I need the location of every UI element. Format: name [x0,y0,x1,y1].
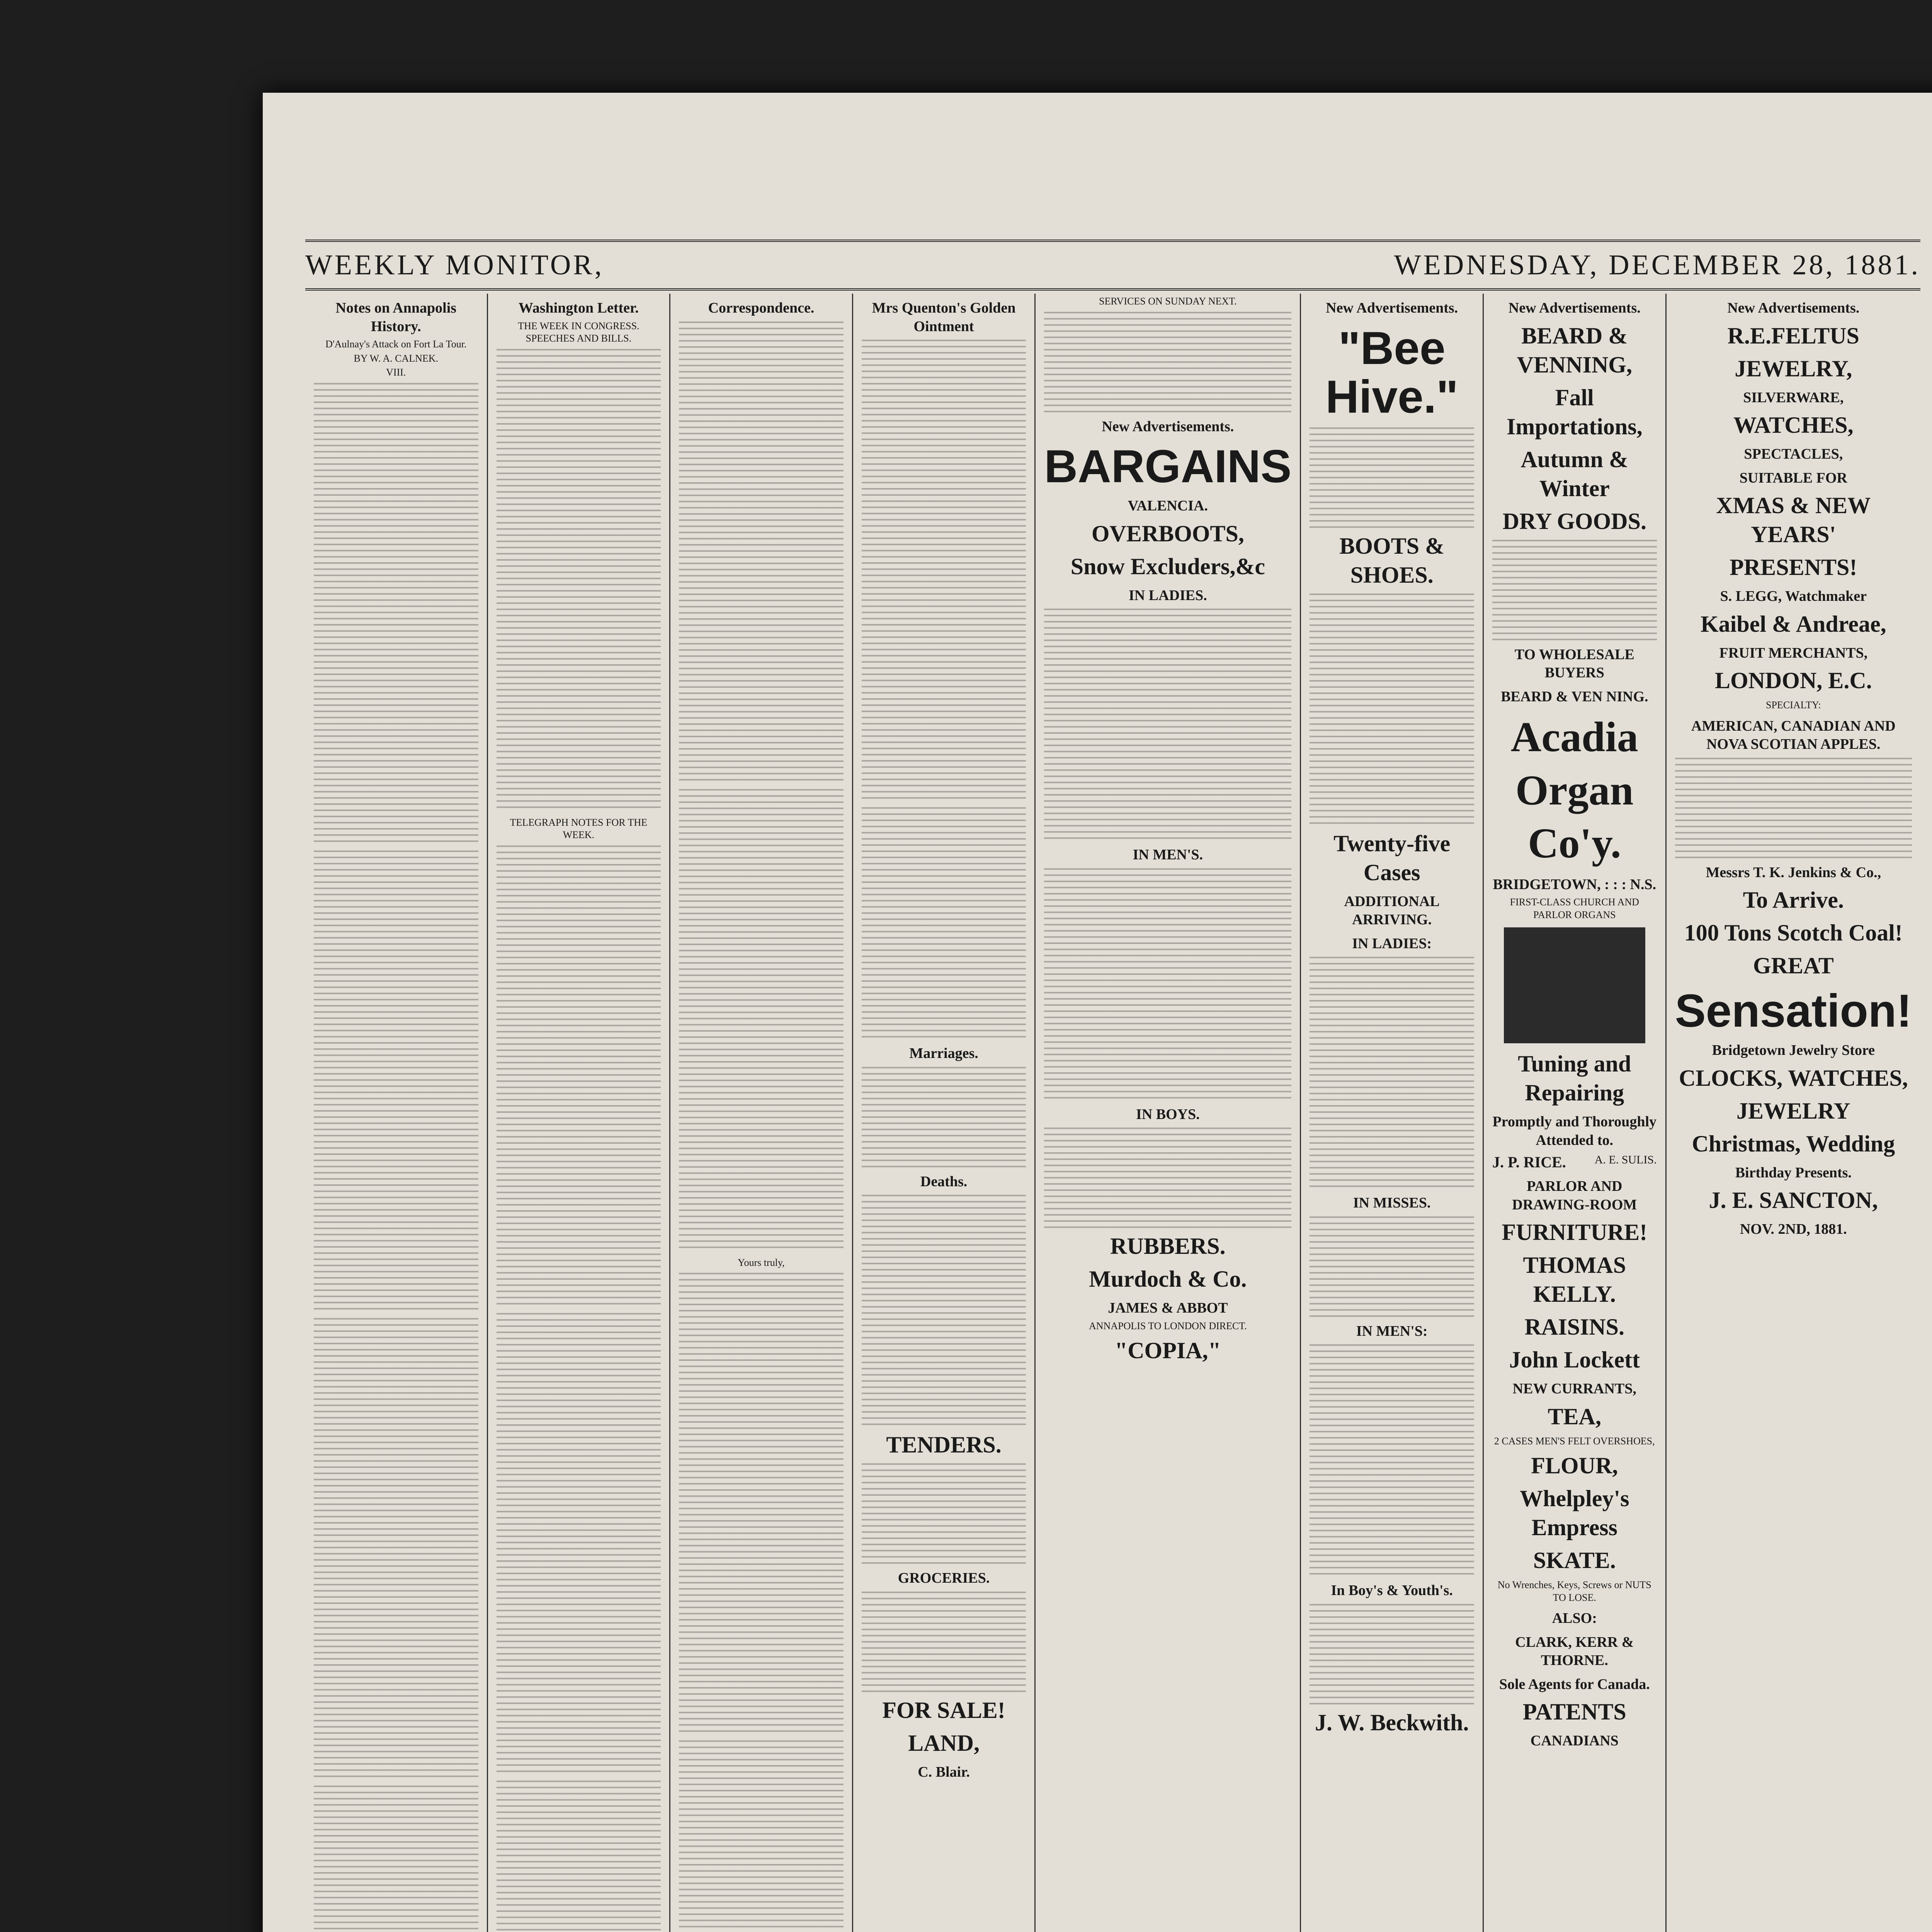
additional-arriving: ADDITIONAL ARRIVING. [1344,893,1440,928]
organ-signatures [1492,1153,1657,1172]
article-text-block [314,383,478,847]
services-heading: SERVICES ON SUNDAY NEXT. [1099,296,1237,307]
suitable-for: SUITABLE FOR [1739,469,1847,486]
col1-section: VIII. [386,367,406,378]
first-class-organs: FIRST-CLASS CHURCH AND PARLOR ORGANS [1510,896,1639,920]
col2-subhead: THE WEEK IN CONGRESS. SPEECHES AND BILLS. [518,320,639,344]
beard-venning-ad: BEARD & VENNING, [1517,323,1632,378]
article-text-block [862,1067,1026,1167]
price-list-block [1044,609,1291,840]
article-text-block [1492,540,1657,640]
wholesale-buyers: TO WHOLESALE BUYERS [1514,646,1634,681]
article-text-block [679,1273,844,1736]
twenty-five-cases: Twenty-five Cases [1333,830,1451,885]
canadians-heading: CANADIANS [1530,1733,1619,1749]
masthead-date: WEDNESDAY, DECEMBER 28, 1881. [1394,249,1920,281]
beard-venning-signature: BEARD & VEN NING. [1501,688,1648,705]
patents-ad: PATENTS [1522,1699,1626,1725]
valencia-heading: VALENCIA. [1128,498,1208,514]
to-arrive: To Arrive. [1743,887,1844,913]
col1-subhead: D'Aulnay's Attack on Fort La Tour. [325,338,467,350]
prompt-attended: Promptly and Thoroughly Attended to. [1492,1114,1657,1148]
column-5 [1034,294,1300,1932]
price-list-block [1044,868,1291,1100]
bridgetown-heading: BRIDGETOWN, : : : N.S. [1493,876,1656,893]
article-text-block [679,789,844,1253]
in-ladies-heading: IN LADIES: [1352,935,1432,952]
article-text-block [497,1313,661,1777]
xmas-new-years: XMAS & NEW YEARS' [1716,493,1871,547]
article-text-block [679,321,844,785]
kaibel-ad: Kaibel & Andreae, [1701,611,1886,637]
col4-headline: Mrs Quenton's Golden Ointment [872,300,1016,335]
fall-importations: Fall Importations, [1506,384,1643,439]
article-text-block [314,850,478,1314]
scotch-coal: 100 Tons Scotch Coal! [1684,920,1903,946]
article-text-block [497,845,661,1309]
price-list-block [1310,957,1474,1189]
feltus-ad: R.E.FELTUS [1727,323,1859,349]
silverware-ad: SILVERWARE, [1743,389,1844,406]
newspaper-page [263,93,1932,1932]
in-ladies-heading: IN LADIES. [1129,587,1207,604]
col2-section: TELEGRAPH NOTES FOR THE WEEK. [510,816,648,840]
legg-signature: S. LEGG, Watchmaker [1720,588,1867,604]
blair-signature: C. Blair. [918,1764,970,1780]
for-sale-ad: FOR SALE! [882,1697,1005,1723]
new-ads-heading: New Advertisements. [1727,300,1860,316]
tenders-ad: TENDERS. [886,1432,1002,1458]
column-2 [487,294,670,1932]
jewelry-2: JEWELRY [1736,1098,1850,1124]
article-text-block [497,1781,661,1932]
article-text-block [497,349,661,813]
price-list-block [1310,1604,1474,1704]
tea-ad: TEA, [1548,1403,1601,1429]
rice-signature: J. P. RICE. [1492,1153,1566,1171]
article-text-block [862,1463,1026,1564]
article-text-block [1675,758,1912,858]
jewelry-ad: JEWELRY, [1735,355,1852,381]
marriages-heading: Marriages. [909,1045,978,1061]
article-text-block [862,807,1026,1039]
price-list-block [1310,1344,1474,1576]
sulis-signature: A. E. SULIS. [1594,1153,1657,1166]
sensation-ad: Sensation! [1675,985,1912,1037]
masthead-title: WEEKLY MONITOR, [305,249,604,281]
beckwith-signature: J. W. Beckwith. [1315,1709,1469,1735]
new-ads-heading: New Advertisements. [1508,300,1641,316]
lockett-ad: John Lockett [1509,1347,1640,1372]
watches-ad: WATCHES, [1733,412,1854,438]
article-text-block [314,1786,478,1932]
price-list-block [1310,1216,1474,1317]
bee-hive-ad: "Bee Hive." [1325,322,1459,423]
autumn-winter: Autumn & Winter [1520,446,1628,501]
organ-illustration [1504,927,1645,1043]
bargains-ad: BARGAINS [1044,440,1292,492]
article-text-block [1044,312,1291,412]
kelly-signature: THOMAS KELLY. [1523,1252,1626,1307]
article-text-block [1310,594,1474,825]
masthead [305,240,1920,291]
in-boys-heading: IN BOYS. [1136,1106,1200,1122]
land-ad: LAND, [908,1730,980,1756]
in-misses-heading: IN MISSES. [1353,1195,1431,1211]
column-4 [852,294,1035,1932]
col1-headline: Notes on Annapolis History. [335,300,457,335]
spectacles-ad: SPECTACLES, [1744,446,1843,462]
col3-signoff: Yours truly, [738,1257,785,1268]
column-7 [1483,294,1665,1932]
deaths-heading: Deaths. [920,1173,968,1190]
tuning-repairing: Tuning and Repairing [1518,1051,1631,1105]
column-8 [1665,294,1920,1932]
whelpley-ad: Whelpley's Empress [1520,1486,1629,1540]
christmas-wedding: Christmas, Wedding [1692,1131,1895,1156]
in-mens-heading: IN MEN'S. [1133,847,1203,863]
fruit-merchants: FRUIT MERCHANTS, [1719,645,1868,661]
parlor-heading: PARLOR AND DRAWING-ROOM [1512,1178,1637,1213]
great-heading: GREAT [1753,953,1834,978]
col3-headline: Correspondence. [708,300,815,316]
boys-youths-heading: In Boy's & Youth's. [1331,1582,1453,1599]
clocks-ad: CLOCKS, WATCHES, [1679,1065,1908,1091]
clark-kerr-thorne: CLARK, KERR & THORNE. [1515,1634,1634,1668]
rubbers-ad: RUBBERS. [1110,1233,1226,1259]
new-ads-heading: New Advertisements. [1326,300,1458,316]
apples-ad: AMERICAN, CANADIAN AND NOVA SCOTIAN APPLES. [1691,718,1896,752]
article-text-block [314,1318,478,1782]
col1-byline: BY W. A. CALNEK. [354,352,439,364]
jewelry-store: Bridgetown Jewelry Store [1712,1042,1875,1058]
article-text-block [862,340,1026,803]
currants-ad: NEW CURRANTS, [1512,1381,1636,1397]
furniture-ad: FURNITURE! [1502,1219,1648,1245]
article-text-block [679,1740,844,1932]
article-text-block [862,1592,1026,1692]
sole-agents: Sole Agents for Canada. [1499,1676,1650,1692]
presents-ad: PRESENTS! [1730,554,1857,580]
overboots-ad: OVERBOOTS, [1091,520,1244,546]
nov-date: NOV. 2ND, 1881. [1740,1221,1847,1237]
jenkins-ad: Messrs T. K. Jenkins & Co., [1706,864,1881,881]
copia-ad: "COPIA," [1114,1338,1221,1363]
also-heading: ALSO: [1552,1610,1597,1626]
skate-ad: SKATE. [1533,1548,1616,1573]
murdoch-signature: Murdoch & Co. [1089,1266,1247,1292]
in-mens-heading: IN MEN'S: [1356,1323,1428,1339]
article-text-block [1310,427,1474,528]
flour-ad: FLOUR, [1531,1453,1618,1478]
boots-shoes-ad: BOOTS & SHOES. [1339,533,1445,588]
no-wrenches: No Wrenches, Keys, Screws or NUTS TO LOSE. [1497,1579,1651,1603]
overshoes-ad: 2 CASES MEN'S FELT OVERSHOES, [1494,1435,1655,1447]
new-ads-heading: New Advertisements. [1102,418,1234,435]
sancton-signature: J. E. SANCTON, [1709,1187,1878,1213]
groceries-heading: GROCERIES. [898,1570,990,1586]
specialty-label: SPECIALTY: [1766,699,1821,711]
column-3 [669,294,852,1932]
birthday-presents: Birthday Presents. [1735,1164,1852,1181]
price-list-block [1044,1128,1291,1228]
columns [305,294,1920,1932]
dry-goods: DRY GOODS. [1502,508,1646,534]
article-text-block [862,1195,1026,1427]
acadia-organ-ad: Acadia Organ Co'y. [1510,713,1638,867]
james-abbot-ad: JAMES & ABBOT [1108,1300,1228,1316]
london-ec: LONDON, E.C. [1714,668,1872,693]
column-1 [305,294,487,1932]
raisins-ad: RAISINS. [1524,1314,1625,1340]
snow-ad: Snow Excluders,&c [1070,553,1265,579]
annapolis-ad: ANNAPOLIS TO LONDON DIRECT. [1089,1320,1247,1332]
col2-headline: Washington Letter. [518,300,639,316]
column-6 [1300,294,1483,1932]
